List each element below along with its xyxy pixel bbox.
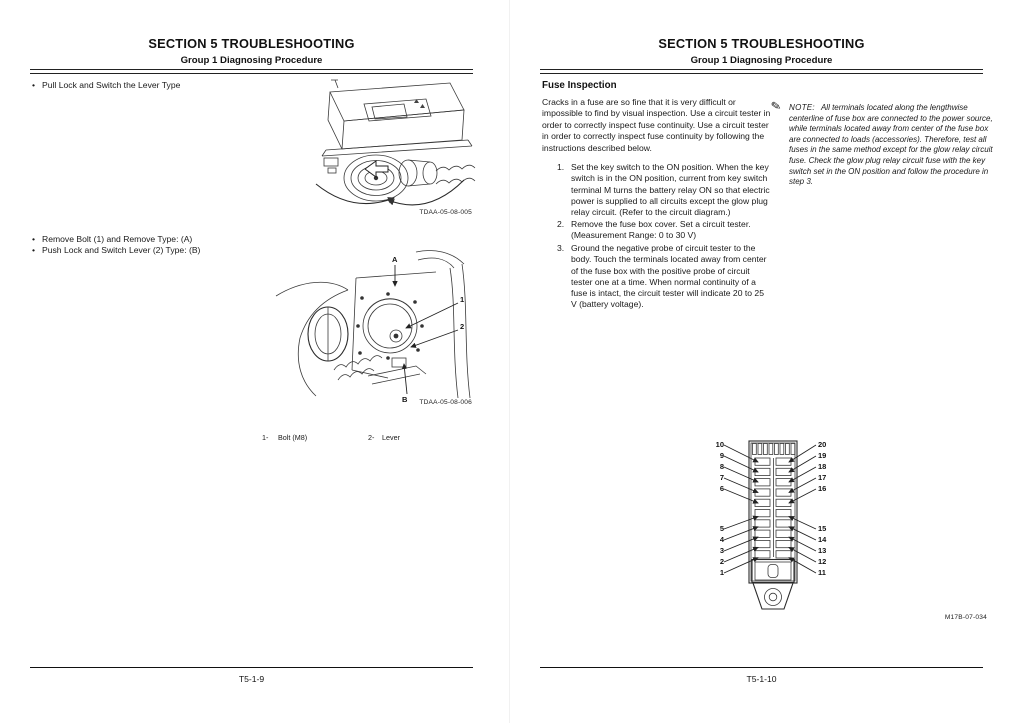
bullet-text: Remove Bolt (1) and Remove Type: (A) (42, 234, 193, 244)
bullet-icon: • (32, 80, 36, 90)
fuse-callout: 1 (719, 568, 724, 577)
fuse-callout: 6 (719, 484, 724, 493)
step-number: 3. (557, 243, 565, 253)
pencil-icon: ✎ (769, 98, 783, 114)
fuse-callout: 20 (818, 440, 827, 449)
step-number: 2. (557, 219, 565, 229)
fuse-callout: 10 (715, 440, 724, 449)
note-label: NOTE: (789, 103, 815, 112)
figure-caption: TDAA-05-08-005 (419, 209, 472, 216)
step-number: 1. (557, 162, 565, 172)
figure-caption: TDAA-05-08-006 (419, 399, 472, 406)
bullet-item (32, 245, 200, 256)
figure-bolt-lever (268, 250, 478, 405)
fuse-callout: 11 (818, 568, 826, 577)
footer-rule (30, 667, 473, 668)
step-item (557, 162, 771, 218)
legend-number: 2- (368, 433, 375, 442)
figure-caption: M17B-07-034 (944, 614, 987, 621)
step-text: Remove the fuse box cover. Set a circuit tester. (Measurement Range: 0 to 30 V) (571, 219, 751, 241)
page-title: SECTION 5 TROUBLESHOOTING (148, 36, 355, 51)
fuse-callout: 13 (818, 546, 827, 555)
intro-paragraph: Cracks in a fuse are so fine that it is very difficult or impossible to find by visual inspection. Use a circuit tester in order to correctly inspect fuse continuity. Use a circuit tester in order to correctly inspect fuse continuity by following the instructions described below. (542, 97, 771, 153)
bullet-item (32, 234, 192, 245)
legend-label: Bolt (M8) (278, 433, 308, 442)
note-text: All terminals located along the lengthwise centerline of fuse box are connected to the power source, while terminals located away from center of the fuse box are connected to loads (accessories). Therefore, test all fuses in the same method except for the glow relay circuit fuse. Check the glow plug relay circuit fuse with the key switch set in the ON position and follow the procedure in step 3. (789, 103, 993, 187)
section-heading: Fuse Inspection (542, 80, 617, 91)
fuse-callout: 16 (818, 484, 827, 493)
fuse-callout: 9 (719, 451, 724, 460)
fuse-callout: 4 (719, 535, 724, 544)
legend-number: 1- (262, 433, 269, 442)
bullet-text: Pull Lock and Switch the Lever Type (42, 80, 181, 90)
fuse-callout: 7 (719, 473, 724, 482)
step-text: Set the key switch to the ON position. When the key switch is in the ON position, current from key switch terminal M turns the battery relay ON so that electric power is supplied to all circuits except the glow plug relay circuit. (Refer to the circuit diagram.) (571, 162, 770, 218)
bullet-icon: • (32, 234, 36, 244)
legend-label: Lever (382, 433, 400, 442)
page-left (0, 0, 509, 723)
fuse-callout: 3 (719, 546, 724, 555)
header-rule (30, 69, 473, 74)
page-subtitle: Group 1 Diagnosing Procedure (690, 55, 833, 66)
fuse-callout: 2 (719, 557, 724, 566)
bullet-icon: • (32, 245, 36, 255)
fuse-callout: 14 (818, 535, 827, 544)
fuse-callout: 15 (818, 524, 827, 533)
step-item (557, 243, 771, 311)
fuse-callout: 12 (818, 557, 827, 566)
step-item (557, 219, 771, 242)
fuse-callout: 8 (719, 462, 724, 471)
step-text: Ground the negative probe of circuit tester to the body. Touch the terminals located away from center of the fuse box with the positive probe of circuit tester one at a time. When normal continuity of a fuse is intact, the circuit tester will indicate 20 to 25 V (battery voltage). (571, 243, 767, 310)
figure-lever-lock (268, 76, 478, 216)
page-right (510, 0, 1019, 723)
bullet-text: Push Lock and Switch Lever (2) Type: (B) (42, 245, 201, 255)
figure-label-a: A (392, 255, 398, 264)
fuse-callout: 17 (818, 473, 827, 482)
page-number: T5-1-10 (746, 674, 777, 684)
header-rule (540, 69, 983, 74)
page-subtitle: Group 1 Diagnosing Procedure (180, 55, 323, 66)
fuse-callout: 18 (818, 462, 827, 471)
bullet-item (32, 80, 180, 91)
page-title: SECTION 5 TROUBLESHOOTING (658, 36, 865, 51)
note-block (769, 98, 997, 188)
page-number: T5-1-9 (238, 674, 265, 684)
footer-rule (540, 667, 983, 668)
fuse-callout: 5 (719, 524, 724, 533)
figure-label-2: 2 (460, 322, 465, 331)
figure-label-b: B (402, 395, 408, 404)
fuse-callout: 19 (818, 451, 827, 460)
figure-label-1: 1 (460, 295, 465, 304)
